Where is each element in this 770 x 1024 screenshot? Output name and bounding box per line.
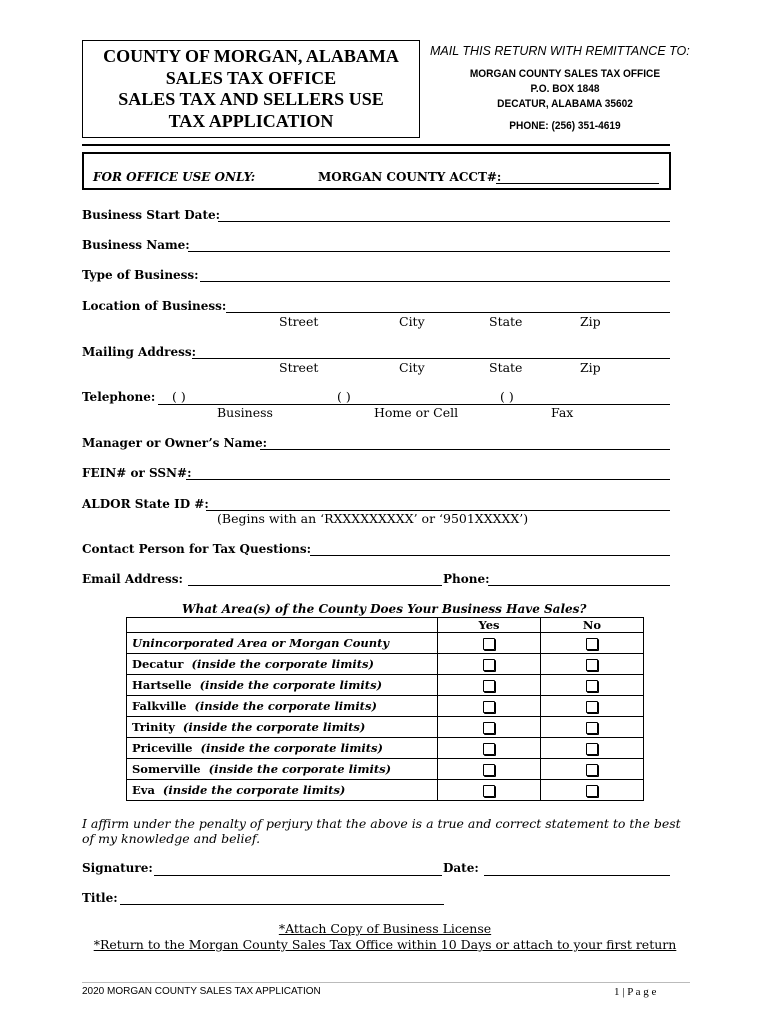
table-row (127, 654, 644, 675)
yes-checkbox[interactable] (483, 743, 495, 755)
business-name-label: Business Name: (82, 238, 190, 252)
yes-cell (438, 759, 541, 780)
mailing-street: Street (279, 360, 319, 375)
table-row (127, 717, 644, 738)
no-cell (541, 738, 644, 759)
type-label: Type of Business: (82, 268, 199, 282)
po-box: P.O. BOX 1848 (530, 83, 600, 95)
table-row (127, 759, 644, 780)
area-name: Priceville (inside the corporate limits) (127, 738, 438, 759)
telephone-label: Telephone: (82, 390, 156, 404)
location-input[interactable] (226, 312, 670, 313)
no-checkbox[interactable] (586, 680, 598, 692)
area-name: Trinity (inside the corporate limits) (127, 717, 438, 738)
areas-question: What Area(s) of the County Does Your Business Have Sales? (182, 602, 587, 616)
fein-label: FEIN# or SSN#: (82, 466, 192, 480)
phone-input[interactable] (488, 585, 670, 586)
type-input[interactable] (200, 281, 670, 282)
aldor-hint: (Begins with an ‘RXXXXXXXXX’ or ‘9501XXXXX’) (217, 511, 529, 526)
office-name: MORGAN COUNTY SALES TAX OFFICE (469, 68, 661, 80)
footer-title: 2020 MORGAN COUNTY SALES TAX APPLICATION (82, 986, 321, 997)
yes-cell (438, 633, 541, 654)
license-note: *Attach Copy of Business License (278, 921, 492, 936)
yes-cell (438, 780, 541, 801)
no-checkbox[interactable] (586, 764, 598, 776)
page-number: 1 | P a g e (614, 986, 657, 998)
affirmation-text: I affirm under the penalty of perjury that the above is a true and correct statement to the best of my knowledge and belief. (82, 816, 681, 846)
no-checkbox[interactable] (586, 638, 598, 650)
area-name: Somerville (inside the corporate limits) (127, 759, 438, 780)
yes-cell (438, 675, 541, 696)
yes-checkbox[interactable] (483, 722, 495, 734)
title-label: Title: (82, 891, 118, 905)
manager-label: Manager or Owner’s Name: (82, 436, 268, 450)
yes-cell (438, 717, 541, 738)
return-note: *Return to the Morgan County Sales Tax Office within 10 Days or attach to your first return (93, 937, 677, 952)
table-row (127, 696, 644, 717)
phone-home-label: Home or Cell (374, 405, 459, 420)
no-header: No (541, 618, 644, 633)
mailing-zip: Zip (580, 360, 601, 375)
table-row (127, 780, 644, 801)
no-cell (541, 780, 644, 801)
no-cell (541, 759, 644, 780)
table-row (127, 738, 644, 759)
start-date-label: Business Start Date: (82, 208, 221, 222)
no-cell (541, 696, 644, 717)
acct-label: MORGAN COUNTY ACCT#: (318, 170, 502, 184)
location-zip: Zip (580, 314, 601, 329)
no-cell (541, 717, 644, 738)
start-date-input[interactable] (218, 221, 670, 222)
yes-cell (438, 738, 541, 759)
yes-cell (438, 654, 541, 675)
yes-checkbox[interactable] (483, 785, 495, 797)
area-name: Eva (inside the corporate limits) (127, 780, 438, 801)
areas-table (126, 617, 644, 801)
phone-label: Phone: (443, 572, 490, 586)
no-cell (541, 675, 644, 696)
office-phone: PHONE: (256) 351-4619 (509, 120, 621, 132)
fax-paren: ( ) (500, 389, 514, 404)
header-divider (82, 144, 670, 146)
manager-input[interactable] (260, 449, 670, 450)
title-line-2: SALES TAX OFFICE (165, 67, 337, 88)
area-name: Hartselle (inside the corporate limits) (127, 675, 438, 696)
contact-input[interactable] (310, 555, 670, 556)
aldor-label: ALDOR State ID #: (82, 497, 209, 511)
yes-checkbox[interactable] (483, 659, 495, 671)
area-name: Unincorporated Area or Morgan County (127, 633, 438, 654)
table-row (127, 633, 644, 654)
email-label: Email Address: (82, 572, 183, 586)
city-state-zip: DECATUR, ALABAMA 35602 (497, 98, 633, 110)
title-line-4: TAX APPLICATION (168, 110, 334, 131)
date-input[interactable] (484, 875, 670, 876)
title-line-3: SALES TAX AND SELLERS USE (118, 89, 384, 109)
title-input[interactable] (120, 904, 444, 905)
phone-business-label: Business (217, 405, 273, 420)
acct-input[interactable] (496, 183, 659, 184)
no-checkbox[interactable] (586, 701, 598, 713)
no-checkbox[interactable] (586, 785, 598, 797)
business-name-input[interactable] (188, 251, 670, 252)
no-checkbox[interactable] (586, 743, 598, 755)
yes-cell (438, 696, 541, 717)
area-name: Decatur (inside the corporate limits) (127, 654, 438, 675)
location-label: Location of Business: (82, 299, 227, 313)
mailing-state: State (489, 360, 523, 375)
yes-header: Yes (438, 618, 541, 633)
mailing-input[interactable] (192, 358, 670, 359)
title-line-1: COUNTY OF MORGAN, ALABAMA (103, 46, 399, 66)
home-paren: ( ) (337, 389, 351, 404)
fein-input[interactable] (186, 479, 670, 480)
no-checkbox[interactable] (586, 722, 598, 734)
office-use-label: FOR OFFICE USE ONLY: (93, 170, 256, 184)
email-input[interactable] (188, 585, 442, 586)
yes-checkbox[interactable] (483, 764, 495, 776)
location-city: City (399, 314, 425, 329)
contact-label: Contact Person for Tax Questions: (82, 542, 312, 556)
area-name: Falkville (inside the corporate limits) (127, 696, 438, 717)
no-cell (541, 654, 644, 675)
yes-checkbox[interactable] (483, 638, 495, 650)
phone-fax-label: Fax (551, 405, 574, 420)
no-checkbox[interactable] (586, 659, 598, 671)
no-cell (541, 633, 644, 654)
yes-checkbox[interactable] (483, 680, 495, 692)
yes-checkbox[interactable] (483, 701, 495, 713)
form-title-box (82, 40, 420, 138)
mailing-city: City (399, 360, 425, 375)
mailing-label: Mailing Address: (82, 345, 197, 359)
location-street: Street (279, 314, 319, 329)
mail-instruction: MAIL THIS RETURN WITH REMITTANCE TO: (430, 44, 690, 58)
areas-header-blank (127, 618, 438, 633)
areas-header-row (127, 618, 644, 633)
date-label: Date: (443, 861, 479, 875)
signature-input[interactable] (154, 875, 442, 876)
signature-label: Signature: (82, 861, 153, 875)
table-row (127, 675, 644, 696)
footer-divider (82, 982, 690, 983)
business-paren: ( ) (172, 389, 186, 404)
location-state: State (489, 314, 523, 329)
